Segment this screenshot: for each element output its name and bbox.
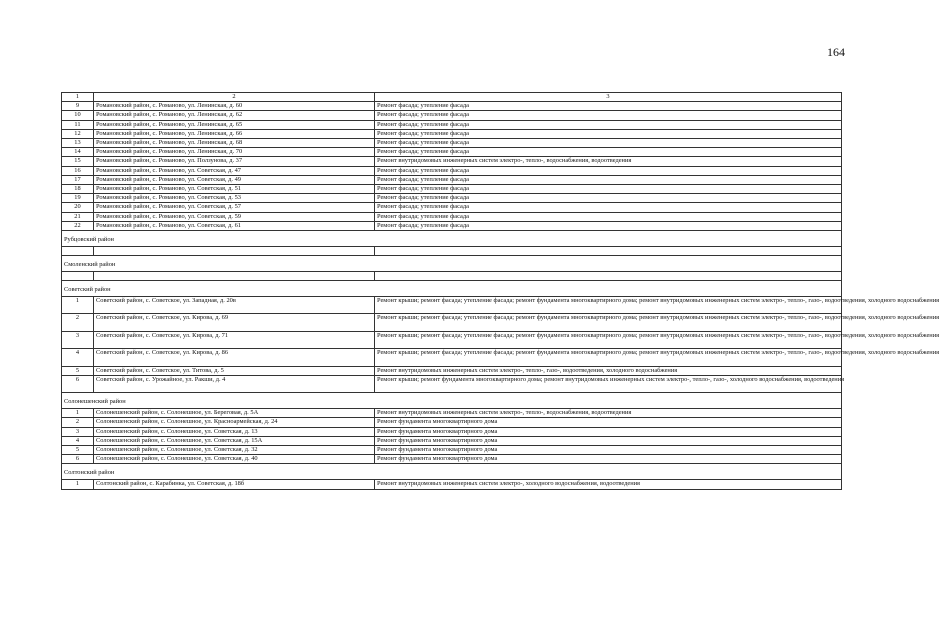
row-number: 1 <box>62 480 94 489</box>
table-row <box>62 194 842 203</box>
empty-cell <box>375 247 842 256</box>
row-work: Ремонт фасада; утепление фасада <box>375 166 842 175</box>
row-work: Ремонт фасада; утепление фасада <box>375 102 842 111</box>
row-number: 9 <box>62 102 94 111</box>
table-row <box>62 446 842 455</box>
row-number: 10 <box>62 111 94 120</box>
row-address: Советский район, с. Советское, ул. Титова, д. 5 <box>94 366 375 375</box>
table-row <box>62 375 842 392</box>
table-row <box>62 139 842 148</box>
row-work: Ремонт фундамента многоквартирного дома <box>375 427 842 436</box>
row-address: Советский район, с. Советское, ул. Кирова, д. 86 <box>94 349 375 366</box>
table-row <box>62 314 842 331</box>
empty-cell <box>94 247 375 256</box>
row-address: Романовский район, с. Романово, ул. Ленинская, д. 62 <box>94 111 375 120</box>
row-work: Ремонт фасада; утепление фасада <box>375 111 842 120</box>
row-address: Романовский район, с. Романово, ул. Советская, д. 53 <box>94 194 375 203</box>
row-address: Романовский район, с. Романово, ул. Советская, д. 59 <box>94 212 375 221</box>
row-number: 12 <box>62 129 94 138</box>
row-work: Ремонт фасада; утепление фасада <box>375 148 842 157</box>
row-address: Романовский район, с. Романово, ул. Ленинская, д. 60 <box>94 102 375 111</box>
row-work: Ремонт фасада; утепление фасада <box>375 175 842 184</box>
row-address: Советский район, с. Советское, ул. Кирова, д. 69 <box>94 314 375 331</box>
row-number: 4 <box>62 349 94 366</box>
row-work: Ремонт фасада; утепление фасада <box>375 194 842 203</box>
row-work: Ремонт внутридомовых инженерных систем электро-, тепло-, водоснабжения, водоотведения <box>375 409 842 418</box>
row-number: 20 <box>62 203 94 212</box>
row-address: Романовский район, с. Романово, ул. Ленинская, д. 70 <box>94 148 375 157</box>
row-work: Ремонт фасада; утепление фасада <box>375 139 842 148</box>
row-address: Романовский район, с. Романово, ул. Советская, д. 57 <box>94 203 375 212</box>
row-work: Ремонт фасада; утепление фасада <box>375 120 842 129</box>
row-work: Ремонт фасада; утепление фасада <box>375 221 842 230</box>
table-row <box>62 185 842 194</box>
header-col-number: 1 <box>62 93 94 102</box>
row-address: Романовский район, с. Романово, ул. Советская, д. 61 <box>94 221 375 230</box>
row-work: Ремонт крыши; ремонт фундамента многоквартирного дома; ремонт внутридомовых инженерных систем электро-, тепло-, газо-, холодного водоснабжения, водоотведения <box>375 375 842 392</box>
table-row <box>62 203 842 212</box>
row-number: 15 <box>62 157 94 166</box>
table-row <box>62 221 842 230</box>
row-number: 19 <box>62 194 94 203</box>
row-work: Ремонт крыши; ремонт фасада; утепление фасада; ремонт фундамента многоквартирного дома; ремонт внутридомовых инженерных систем электро-, тепло-, газо-, водоотведения, холодного водоснабжения <box>375 331 842 348</box>
table-row <box>62 148 842 157</box>
row-number: 6 <box>62 375 94 392</box>
table-row <box>62 409 842 418</box>
row-number: 2 <box>62 314 94 331</box>
row-number: 16 <box>62 166 94 175</box>
empty-cell <box>375 272 842 281</box>
row-work: Ремонт фундамента многоквартирного дома <box>375 455 842 464</box>
row-address: Советский район, с. Советское, ул. Западная, д. 20в <box>94 297 375 314</box>
row-number: 3 <box>62 427 94 436</box>
section-title: Рубцовский район <box>62 231 842 247</box>
row-address: Солонешенский район, с. Солонешное, ул. Береговая, д. 5А <box>94 409 375 418</box>
table-row <box>62 480 842 489</box>
empty-cell <box>62 247 94 256</box>
table-row <box>62 102 842 111</box>
row-number: 1 <box>62 409 94 418</box>
row-address: Советский район, с. Урожайное, ул. Ракши, д. 4 <box>94 375 375 392</box>
table-row <box>62 166 842 175</box>
page-number: 164 <box>827 45 845 59</box>
row-number: 6 <box>62 455 94 464</box>
section-title: Советский район <box>62 281 842 297</box>
table-row <box>62 111 842 120</box>
row-address: Солонешенский район, с. Солонешное, ул. Красноармейская, д. 24 <box>94 418 375 427</box>
row-address: Романовский район, с. Романово, ул. Советская, д. 47 <box>94 166 375 175</box>
row-number: 21 <box>62 212 94 221</box>
row-number: 11 <box>62 120 94 129</box>
empty-cell <box>94 272 375 281</box>
row-address: Солонешенский район, с. Солонешное, ул. Советская, д. 13 <box>94 427 375 436</box>
table-row <box>62 120 842 129</box>
row-number: 5 <box>62 366 94 375</box>
row-address: Солонешенский район, с. Солонешное, ул. Советская, д. 15А <box>94 436 375 445</box>
row-address: Солонешенский район, с. Солонешное, ул. Советская, д. 32 <box>94 446 375 455</box>
table-row <box>62 366 842 375</box>
row-address: Советский район, с. Советское, ул. Кирова, д. 71 <box>94 331 375 348</box>
row-work: Ремонт фундамента многоквартирного дома <box>375 436 842 445</box>
table-row <box>62 212 842 221</box>
table-row <box>62 349 842 366</box>
row-number: 1 <box>62 297 94 314</box>
row-number: 4 <box>62 436 94 445</box>
table-row <box>62 157 842 166</box>
empty-row <box>62 272 842 281</box>
row-number: 2 <box>62 418 94 427</box>
row-work: Ремонт внутридомовых инженерных систем электро-, тепло-, газо-, водоотведения, холодного водоснабжения <box>375 366 842 375</box>
table-row <box>62 129 842 138</box>
row-address: Романовский район, с. Романово, ул. Ленинская, д. 65 <box>94 120 375 129</box>
row-address: Романовский район, с. Романово, ул. Ленинская, д. 68 <box>94 139 375 148</box>
table-row <box>62 427 842 436</box>
row-address: Солонешенский район, с. Солонешное, ул. Советская, д. 40 <box>94 455 375 464</box>
row-number: 3 <box>62 331 94 348</box>
header-col-work: 3 <box>375 93 842 102</box>
empty-row <box>62 247 842 256</box>
section-row-rubtsovsky <box>62 231 842 247</box>
row-address: Романовский район, с. Романово, ул. Советская, д. 49 <box>94 175 375 184</box>
section-row-soltonsky <box>62 464 842 480</box>
row-work: Ремонт крыши; ремонт фасада; утепление фасада; ремонт фундамента многоквартирного дома; ремонт внутридомовых инженерных систем электро-, тепло-, газо-, водоотведения, холодного водоснабжения <box>375 297 842 314</box>
table-row <box>62 175 842 184</box>
section-title: Солонешенский район <box>62 393 842 409</box>
empty-cell <box>62 272 94 281</box>
section-row-soloneshensky <box>62 393 842 409</box>
row-work: Ремонт внутридомовых инженерных систем электро-, тепло-, водоснабжения, водоотведения <box>375 157 842 166</box>
section-title: Солтонский район <box>62 464 842 480</box>
row-number: 14 <box>62 148 94 157</box>
row-work: Ремонт фасада; утепление фасада <box>375 185 842 194</box>
row-address: Солтонский район, с. Карабинка, ул. Советская, д. 18б <box>94 480 375 489</box>
repair-register-table <box>61 92 939 490</box>
row-number: 18 <box>62 185 94 194</box>
section-row-sovetsky <box>62 281 842 297</box>
table-row <box>62 297 842 314</box>
row-work: Ремонт фасада; утепление фасада <box>375 212 842 221</box>
table-row <box>62 331 842 348</box>
table-header-row <box>62 93 842 102</box>
row-work: Ремонт внутридомовых инженерных систем электро-, холодного водоснабжения, водоотведения <box>375 480 842 489</box>
table-row <box>62 455 842 464</box>
row-address: Романовский район, с. Романово, ул. Ползунова, д. 37 <box>94 157 375 166</box>
table-row <box>62 418 842 427</box>
table-body <box>62 93 939 490</box>
row-work: Ремонт крыши; ремонт фасада; утепление фасада; ремонт фундамента многоквартирного дома; ремонт внутридомовых инженерных систем электро-, тепло-, газо-, водоотведения, холодного водоснабжения <box>375 314 842 331</box>
row-work: Ремонт фундамента многоквартирного дома <box>375 446 842 455</box>
row-address: Романовский район, с. Романово, ул. Ленинская, д. 66 <box>94 129 375 138</box>
section-row-smolensky <box>62 256 842 272</box>
header-col-address: 2 <box>94 93 375 102</box>
row-work: Ремонт фасада; утепление фасада <box>375 203 842 212</box>
row-work: Ремонт фасада; утепление фасада <box>375 129 842 138</box>
row-work: Ремонт фундамента многоквартирного дома <box>375 418 842 427</box>
row-number: 17 <box>62 175 94 184</box>
section-title: Смоленский район <box>62 256 842 272</box>
row-number: 22 <box>62 221 94 230</box>
row-number: 5 <box>62 446 94 455</box>
row-work: Ремонт крыши; ремонт фасада; утепление фасада; ремонт фундамента многоквартирного дома; ремонт внутридомовых инженерных систем электро-, тепло-, газо-, водоотведения, холодного водоснабжения <box>375 349 842 366</box>
row-number: 13 <box>62 139 94 148</box>
row-address: Романовский район, с. Романово, ул. Советская, д. 51 <box>94 185 375 194</box>
table-row <box>62 436 842 445</box>
